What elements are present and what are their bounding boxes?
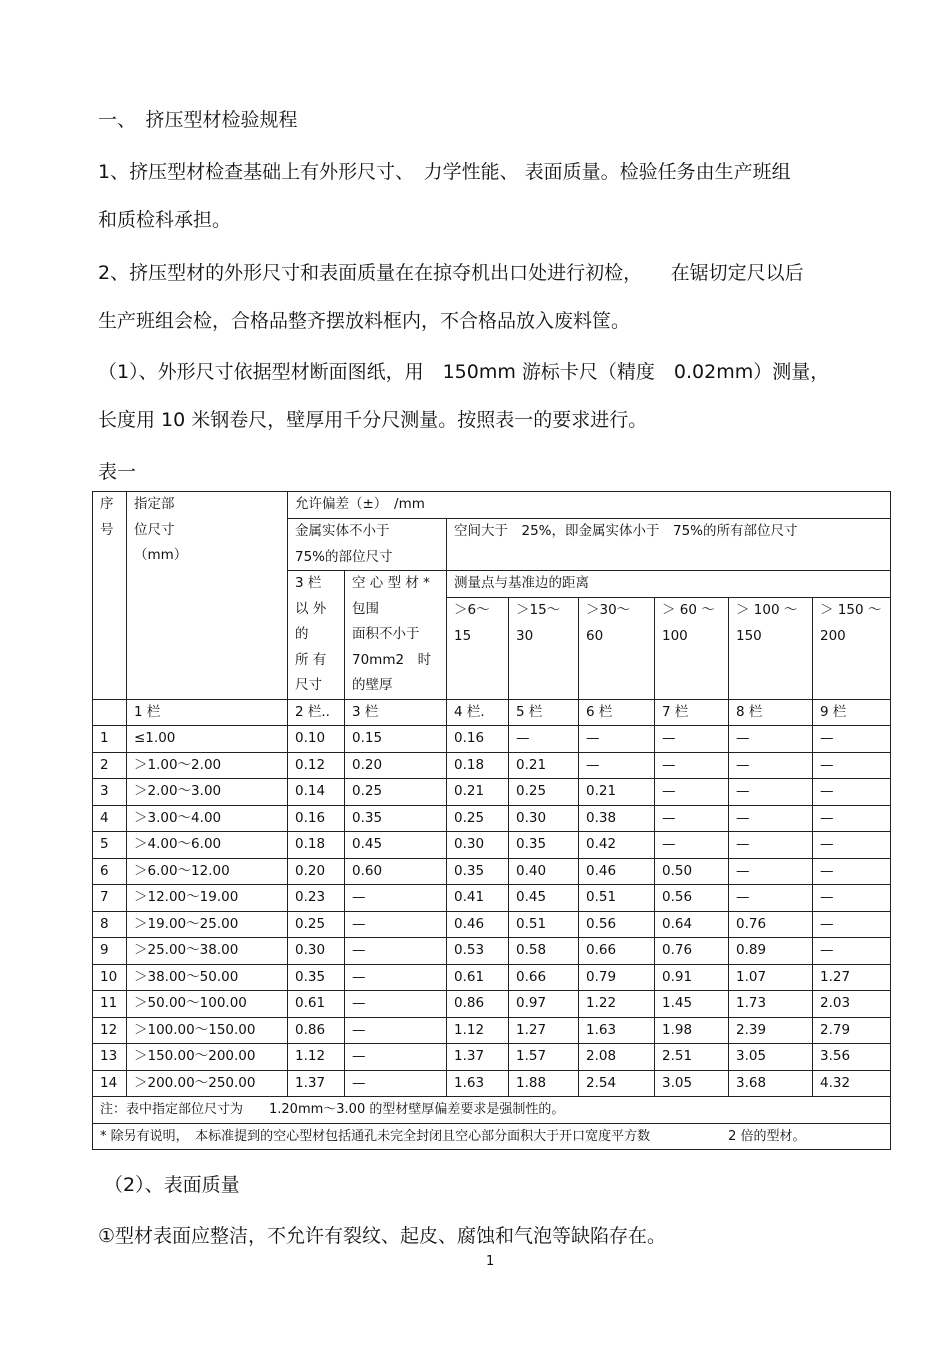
header-distance: 测量点与基准边的距离: [447, 571, 891, 598]
table-cell: 0.41: [447, 885, 509, 912]
table-cell: ＞3.00～4.00: [127, 805, 288, 832]
table-cell: —: [813, 726, 891, 753]
table-cell: —: [655, 726, 729, 753]
header-range-1: ＞6～ 15: [447, 598, 509, 699]
table-cell: 0.86: [447, 991, 509, 1018]
table-cell: 0.50: [655, 858, 729, 885]
table-cell: 3.56: [813, 1044, 891, 1071]
column-label: 6 栏: [579, 699, 655, 726]
table-cell: 0.14: [288, 779, 345, 806]
header-range-4: ＞ 60 ～ 100: [655, 598, 729, 699]
table-cell: —: [729, 858, 813, 885]
header-range-3: ＞30～ 60: [579, 598, 655, 699]
table-cell: 1.27: [813, 964, 891, 991]
table-cell: 1.12: [447, 1017, 509, 1044]
table-cell: ＞4.00～6.00: [127, 832, 288, 859]
table-cell: 6: [93, 858, 127, 885]
header-col3-other: 3 栏 以 外 的 所 有 尺寸: [288, 571, 345, 700]
header-hollow-wall: 空 心 型 材 * 包围 面积不小于 70mm2 时 的壁厚: [345, 571, 447, 700]
table-cell: —: [345, 911, 447, 938]
table-cell: 0.25: [288, 911, 345, 938]
table-cell: 0.97: [509, 991, 579, 1018]
table-cell: ＞200.00～250.00: [127, 1070, 288, 1097]
table-cell: 0.66: [509, 964, 579, 991]
table-cell: 10: [93, 964, 127, 991]
section-surface-quality: （2）、表面质量: [104, 1174, 240, 1196]
table-row: [93, 885, 891, 912]
table-cell: 0.42: [579, 832, 655, 859]
table-cell: ＞19.00～25.00: [127, 911, 288, 938]
table-cell: 0.46: [579, 858, 655, 885]
table-cell: 0.35: [509, 832, 579, 859]
table-cell: 2.54: [579, 1070, 655, 1097]
table-cell: 0.20: [345, 752, 447, 779]
table-cell: ＞1.00～2.00: [127, 752, 288, 779]
table-cell: 1.98: [655, 1017, 729, 1044]
header-range-5: ＞ 100 ～ 150: [729, 598, 813, 699]
table-cell: —: [345, 1070, 447, 1097]
table-cell: —: [509, 726, 579, 753]
table-cell: ＞12.00～19.00: [127, 885, 288, 912]
table-cell: 0.45: [509, 885, 579, 912]
table-cell: —: [655, 805, 729, 832]
table-cell: 0.64: [655, 911, 729, 938]
table-cell: 13: [93, 1044, 127, 1071]
paragraph-1-line-1: 1、挤压型材检查基础上有外形尺寸、 力学性能、 表面质量。检验任务由生产班组: [98, 161, 791, 183]
tolerance-table: [92, 491, 891, 1150]
table-cell: ＞6.00～12.00: [127, 858, 288, 885]
table-row: [93, 805, 891, 832]
table-cell: 0.51: [509, 911, 579, 938]
table-cell: 1.12: [288, 1044, 345, 1071]
table-cell: —: [729, 832, 813, 859]
table-note-hollow-definition: * 除另有说明， 本标准提到的空心型材包括通孔未完全封闭且空心部分面积大于开口宽度平方数 2 倍的型材。: [93, 1123, 891, 1150]
table-cell: 4: [93, 805, 127, 832]
table-cell: —: [655, 832, 729, 859]
table-cell: 0.61: [447, 964, 509, 991]
table-row: [93, 1070, 891, 1097]
table-cell: —: [813, 805, 891, 832]
table-cell: 0.35: [288, 964, 345, 991]
column-label: 8 栏: [729, 699, 813, 726]
section-heading: 一、 挤压型材检验规程: [98, 109, 298, 131]
column-label: 9 栏: [813, 699, 891, 726]
table-row: [93, 991, 891, 1018]
table-cell: 1.22: [579, 991, 655, 1018]
table-row: [93, 938, 891, 965]
table-cell: ＞100.00～150.00: [127, 1017, 288, 1044]
table-cell: 2.03: [813, 991, 891, 1018]
table-cell: 8: [93, 911, 127, 938]
table-cell: 3.68: [729, 1070, 813, 1097]
table-cell: 0.76: [655, 938, 729, 965]
paragraph-2-line-1: 2、挤压型材的外形尺寸和表面质量在在掠夺机出口处进行初检， 在锯切定尺以后: [98, 262, 804, 284]
column-label: 1 栏: [127, 699, 288, 726]
table-cell: ＞50.00～100.00: [127, 991, 288, 1018]
header-metal-75: 金属实体不小于 75%的部位尺寸: [288, 519, 447, 571]
table-row: [93, 832, 891, 859]
table-cell: 3.05: [655, 1070, 729, 1097]
table-cell: —: [729, 752, 813, 779]
paragraph-3-line-2: 长度用 10 米钢卷尺，壁厚用千分尺测量。按照表一的要求进行。: [98, 409, 648, 431]
table-cell: 0.56: [655, 885, 729, 912]
table-cell: —: [655, 779, 729, 806]
table-row: [93, 752, 891, 779]
table-cell: 1.73: [729, 991, 813, 1018]
table-cell: 7: [93, 885, 127, 912]
page-number: 1: [486, 1254, 495, 1269]
table-cell: 0.53: [447, 938, 509, 965]
table-cell: 4.32: [813, 1070, 891, 1097]
table-cell: 0.30: [288, 938, 345, 965]
table-cell: 1.45: [655, 991, 729, 1018]
table-cell: 0.16: [447, 726, 509, 753]
table-cell: 0.25: [509, 779, 579, 806]
table-cell: 0.30: [509, 805, 579, 832]
table-cell: —: [345, 885, 447, 912]
table-cell: 1.63: [579, 1017, 655, 1044]
table-cell: —: [729, 805, 813, 832]
header-allowed-deviation: 允许偏差（±） /mm: [288, 492, 891, 519]
table-cell: 2: [93, 752, 127, 779]
table-cell: 0.18: [447, 752, 509, 779]
table-cell: ＞25.00～38.00: [127, 938, 288, 965]
table-cell: —: [729, 726, 813, 753]
header-range-6: ＞ 150 ～ 200: [813, 598, 891, 699]
column-label: 7 栏: [655, 699, 729, 726]
table-cell: 0.21: [447, 779, 509, 806]
paragraph-2-line-2: 生产班组会检，合格品整齐摆放料框内，不合格品放入废料筐。: [98, 310, 631, 332]
table-cell: —: [813, 911, 891, 938]
table-cell: 0.12: [288, 752, 345, 779]
table-cell: 0.79: [579, 964, 655, 991]
table-cell: 2.08: [579, 1044, 655, 1071]
column-label: 5 栏: [509, 699, 579, 726]
table-cell: 1.37: [288, 1070, 345, 1097]
table-cell: —: [813, 779, 891, 806]
table-cell: 12: [93, 1017, 127, 1044]
table-cell: —: [813, 752, 891, 779]
table-row: [93, 1044, 891, 1071]
table-cell: —: [813, 832, 891, 859]
table-cell: 0.23: [288, 885, 345, 912]
table-cell: 0.10: [288, 726, 345, 753]
table-note-mandatory: 注：表中指定部位尺寸为 1.20mm～3.00 的型材壁厚偏差要求是强制性的。: [93, 1097, 891, 1124]
surface-quality-item-1: ①型材表面应整洁，不允许有裂纹、起皮、腐蚀和气泡等缺陷存在。: [98, 1225, 667, 1247]
table-cell: 2.39: [729, 1017, 813, 1044]
header-space-25: 空间大于 25%，即金属实体小于 75%的所有部位尺寸: [447, 519, 891, 571]
paragraph-3-line-1: （1）、外形尺寸依据型材断面图纸，用 150mm 游标卡尺（精度 0.02mm）测量，: [98, 361, 830, 383]
table-cell: 11: [93, 991, 127, 1018]
table-cell: 0.38: [579, 805, 655, 832]
table-cell: —: [813, 938, 891, 965]
table-cell: 0.61: [288, 991, 345, 1018]
table-cell: —: [729, 779, 813, 806]
table-row: [93, 726, 891, 753]
table-cell: 0.66: [579, 938, 655, 965]
table-cell: 0.60: [345, 858, 447, 885]
table-cell: 0.21: [579, 779, 655, 806]
table-cell: 0.16: [288, 805, 345, 832]
table-cell: —: [579, 752, 655, 779]
column-label: 3 栏: [345, 699, 447, 726]
table-cell: 1.88: [509, 1070, 579, 1097]
table-cell: 0.18: [288, 832, 345, 859]
table-cell: 1.63: [447, 1070, 509, 1097]
table-cell: 0.46: [447, 911, 509, 938]
table-row: [93, 964, 891, 991]
table-cell: 1.07: [729, 964, 813, 991]
paragraph-1-line-2: 和质检科承担。: [98, 209, 232, 231]
table-cell: 2.79: [813, 1017, 891, 1044]
table-cell: —: [345, 1044, 447, 1071]
table-cell: 0.25: [447, 805, 509, 832]
table-cell: 14: [93, 1070, 127, 1097]
table-row: [93, 911, 891, 938]
table-cell: —: [345, 964, 447, 991]
table-cell: 0.35: [447, 858, 509, 885]
table-cell: ＞38.00～50.00: [127, 964, 288, 991]
column-label-row: [93, 699, 891, 726]
table-cell: —: [345, 938, 447, 965]
table-cell: 0.30: [447, 832, 509, 859]
table-cell: 0.45: [345, 832, 447, 859]
table-cell: 1.27: [509, 1017, 579, 1044]
table-cell: 1: [93, 726, 127, 753]
table-cell: 0.91: [655, 964, 729, 991]
table-cell: —: [345, 991, 447, 1018]
table-cell: 1.37: [447, 1044, 509, 1071]
table-cell: 0.58: [509, 938, 579, 965]
table-cell: 0.15: [345, 726, 447, 753]
table-cell: 0.40: [509, 858, 579, 885]
header-range-2: ＞15～ 30: [509, 598, 579, 699]
table-cell: 0.76: [729, 911, 813, 938]
table-cell: 0.56: [579, 911, 655, 938]
table-cell: ＞150.00～200.00: [127, 1044, 288, 1071]
table-cell: 5: [93, 832, 127, 859]
table-row: [93, 779, 891, 806]
table-cell: 0.35: [345, 805, 447, 832]
table-cell: —: [813, 858, 891, 885]
table-cell: 3.05: [729, 1044, 813, 1071]
table-cell: —: [813, 885, 891, 912]
table-cell: —: [345, 1017, 447, 1044]
table-cell: 0.51: [579, 885, 655, 912]
table-cell: —: [729, 885, 813, 912]
table-cell: 0.20: [288, 858, 345, 885]
table-cell: 0.21: [509, 752, 579, 779]
table-cell: 0.89: [729, 938, 813, 965]
column-label: 4 栏.: [447, 699, 509, 726]
table-cell: 9: [93, 938, 127, 965]
table-row: [93, 1017, 891, 1044]
table-cell: 3: [93, 779, 127, 806]
table-cell: 2.51: [655, 1044, 729, 1071]
column-label-blank: [93, 699, 127, 726]
table-row: [93, 858, 891, 885]
column-label: 2 栏..: [288, 699, 345, 726]
table-cell: —: [655, 752, 729, 779]
table-caption: 表一: [98, 461, 137, 483]
table-cell: 0.25: [345, 779, 447, 806]
table-cell: ≤1.00: [127, 726, 288, 753]
table-cell: ＞2.00～3.00: [127, 779, 288, 806]
table-cell: 0.86: [288, 1017, 345, 1044]
header-spec-size: 指定部 位尺寸 （mm）: [127, 492, 288, 700]
header-seq: 序 号: [93, 492, 127, 700]
table-cell: —: [579, 726, 655, 753]
table-cell: 1.57: [509, 1044, 579, 1071]
